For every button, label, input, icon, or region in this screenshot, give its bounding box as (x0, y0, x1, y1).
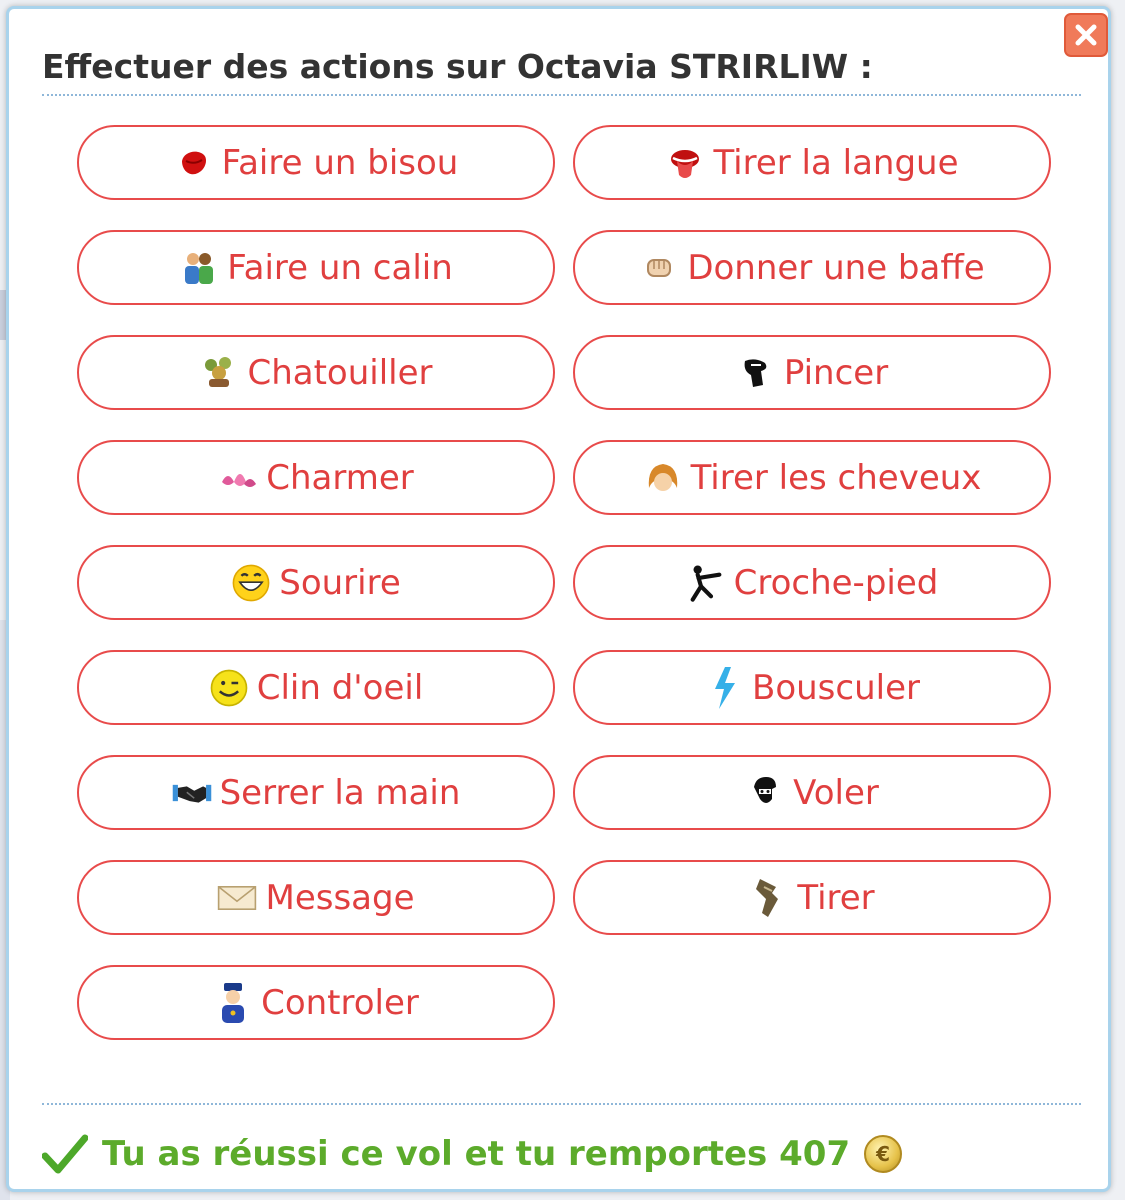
status-message (42, 1134, 902, 1174)
action-button-tirer[interactable] (573, 860, 1051, 935)
action-button-sourire[interactable] (77, 545, 555, 620)
action-button-chatouiller[interactable] (77, 335, 555, 410)
pinch-hand-icon (736, 353, 776, 393)
feather-icon (199, 353, 239, 393)
action-label: Message (265, 877, 415, 918)
hug-icon (179, 248, 219, 288)
thief-icon (745, 773, 785, 813)
action-label: Bousculer (752, 667, 920, 708)
action-label: Pincer (783, 352, 889, 393)
smile-icon (231, 563, 271, 603)
action-button-voler[interactable] (573, 755, 1051, 830)
action-label: Donner une baffe (687, 247, 985, 288)
envelope-icon (217, 878, 257, 918)
action-label: Faire un bisou (221, 142, 459, 183)
action-label: Voler (793, 772, 879, 813)
action-button-charmer[interactable] (77, 440, 555, 515)
action-label: Faire un calin (227, 247, 453, 288)
kiss-icon (174, 143, 214, 183)
action-label: Tirer la langue (713, 142, 959, 183)
action-dialog (6, 6, 1111, 1192)
lightning-icon (704, 668, 744, 708)
flower-icon (218, 458, 258, 498)
kick-icon (686, 563, 726, 603)
action-label: Tirer (797, 877, 875, 918)
action-label: Tirer les cheveux (690, 457, 982, 498)
action-button-faire-un-bisou[interactable] (77, 125, 555, 200)
action-button-bousculer[interactable] (573, 650, 1051, 725)
status-text: Tu as réussi ce vol et tu remportes 407 (102, 1134, 851, 1174)
top-divider (42, 94, 1081, 96)
actions-grid (77, 125, 1052, 1040)
action-button-tirer-les-cheveux[interactable] (573, 440, 1051, 515)
gun-icon (749, 878, 789, 918)
action-button-donner-une-baffe[interactable] (573, 230, 1051, 305)
action-button-tirer-la-langue[interactable] (573, 125, 1051, 200)
action-label: Controler (261, 982, 419, 1023)
dialog-title: Effectuer des actions sur Octavia STRIRLIW : (42, 47, 873, 86)
police-icon (213, 983, 253, 1023)
action-button-clin-d-oeil[interactable] (77, 650, 555, 725)
hair-icon (643, 458, 683, 498)
action-button-croche-pied[interactable] (573, 545, 1051, 620)
action-label: Sourire (279, 562, 401, 603)
action-label: Serrer la main (219, 772, 461, 813)
action-label: Chatouiller (247, 352, 433, 393)
action-button-serrer-la-main[interactable] (77, 755, 555, 830)
tongue-icon (665, 143, 705, 183)
handshake-icon (172, 773, 212, 813)
bottom-divider (42, 1103, 1081, 1105)
action-button-pincer[interactable] (573, 335, 1051, 410)
wink-icon (209, 668, 249, 708)
coin-icon: € (864, 1135, 902, 1173)
action-button-message[interactable] (77, 860, 555, 935)
action-button-faire-un-calin[interactable] (77, 230, 555, 305)
fist-icon (639, 248, 679, 288)
close-button[interactable] (1064, 13, 1108, 57)
action-button-controler[interactable] (77, 965, 555, 1040)
action-label: Clin d'oeil (256, 667, 424, 708)
checkmark-icon (42, 1134, 88, 1174)
action-label: Charmer (266, 457, 414, 498)
action-label: Croche-pied (733, 562, 939, 603)
close-icon (1073, 22, 1099, 48)
